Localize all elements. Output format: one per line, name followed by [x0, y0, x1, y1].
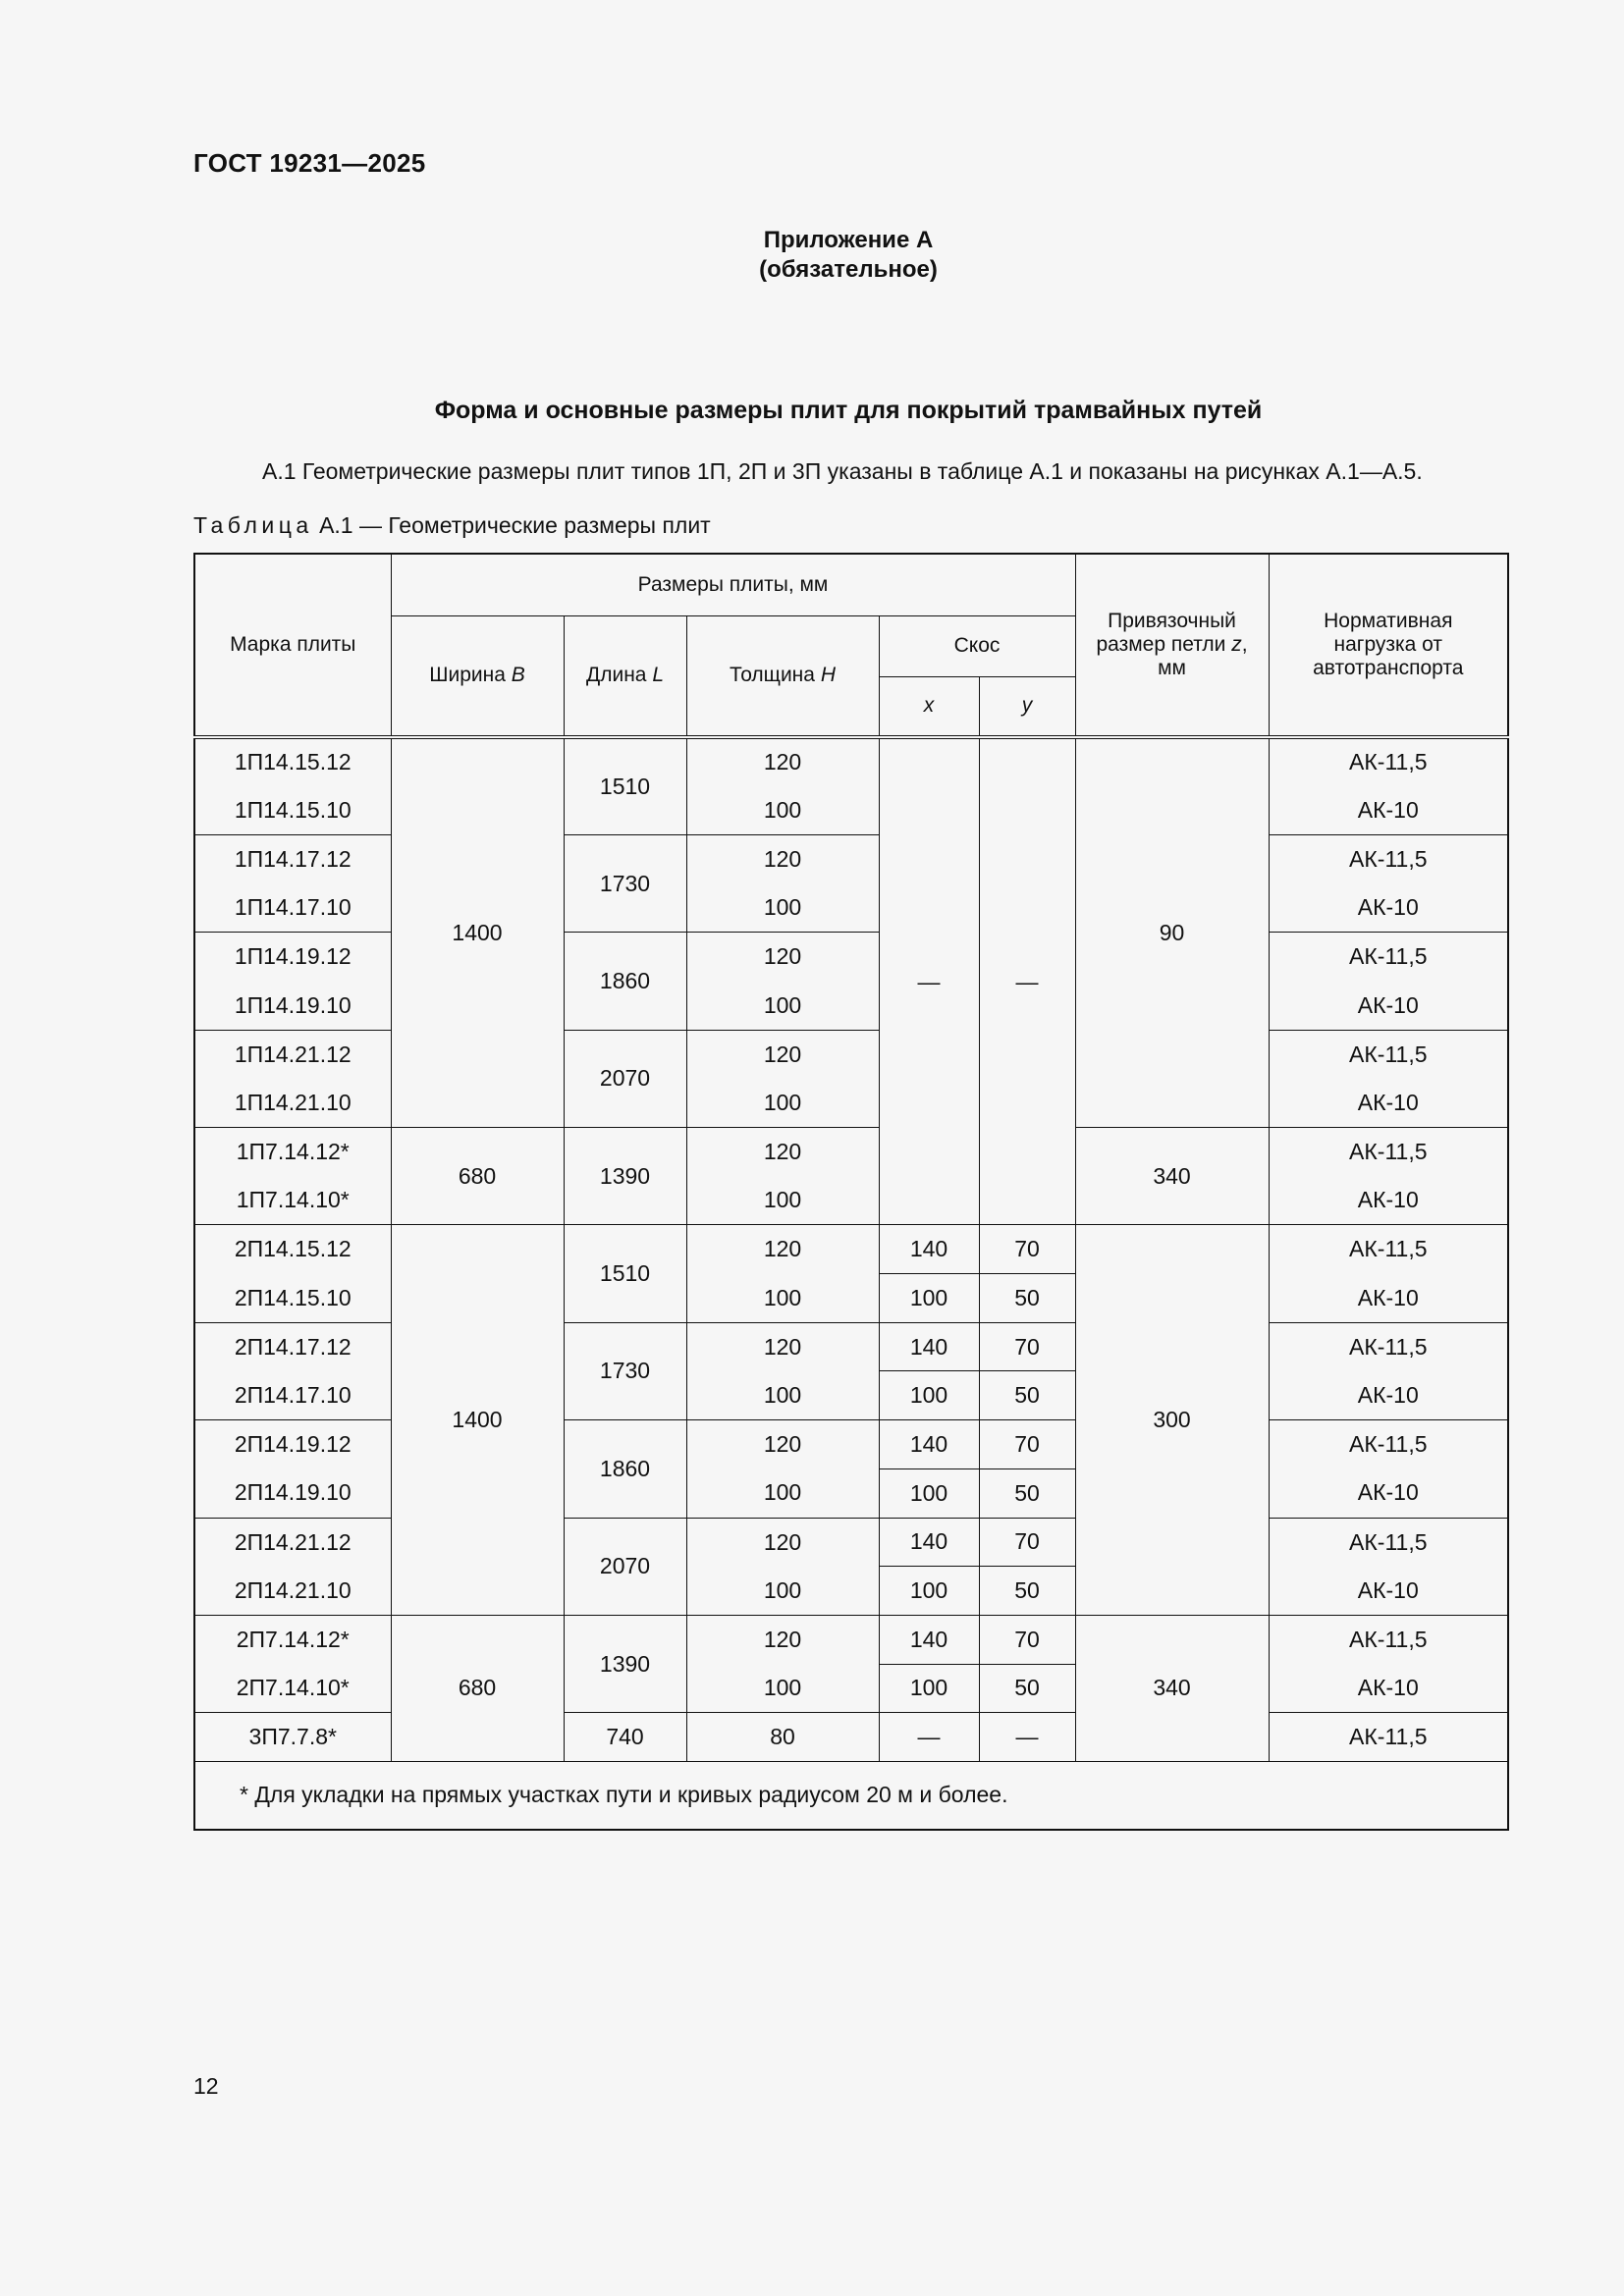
cell-thickness: 120 [686, 1128, 879, 1177]
cell-bevel-x: 100 [879, 1567, 979, 1616]
cell-width: 1400 [391, 1225, 564, 1616]
cell-thickness: 120 [686, 737, 879, 786]
appendix-status: (обязательное) [759, 256, 938, 283]
cell-thickness: 100 [686, 1468, 879, 1518]
header-width-label: Ширина [429, 664, 506, 687]
cell-load: АК-10 [1269, 1468, 1508, 1518]
cell-thickness: 120 [686, 1615, 879, 1664]
cell-mark: 1П14.17.12 [194, 834, 391, 883]
table-row [194, 1128, 1508, 1177]
header-mark: Марка плиты [194, 554, 391, 737]
cell-thickness: 100 [686, 1567, 879, 1616]
cell-load: АК-11,5 [1269, 1615, 1508, 1664]
cell-load: АК-10 [1269, 1079, 1508, 1128]
cell-load: АК-11,5 [1269, 1518, 1508, 1567]
intro-paragraph: А.1 Геометрические размеры плит типов 1П, 2П и 3П указаны в таблице А.1 и показаны на рисунках А.1—А.5. [262, 458, 1423, 484]
cell-length: 1860 [564, 1420, 686, 1518]
cell-mark: 2П14.21.10 [194, 1567, 391, 1616]
cell-mark: 1П14.21.12 [194, 1030, 391, 1079]
cell-width: 1400 [391, 737, 564, 1128]
table-caption-prefix: Таблица [193, 512, 313, 538]
cell-mark: 2П14.19.12 [194, 1420, 391, 1469]
header-bevel-y-symbol: y [1021, 694, 1033, 718]
cell-bevel-x: 140 [879, 1322, 979, 1371]
header-loop: Привязочный размер петли z, мм [1075, 554, 1269, 737]
cell-bevel-x: 100 [879, 1664, 979, 1713]
header-bevel-x [879, 676, 979, 737]
page-number: 12 [193, 2073, 219, 2099]
cell-thickness: 100 [686, 981, 879, 1030]
cell-load: АК-10 [1269, 1371, 1508, 1420]
cell-bevel-y: 50 [979, 1274, 1075, 1323]
section-title: Форма и основные размеры плит для покрытий трамвайных путей [434, 397, 1263, 424]
cell-mark: 2П7.14.10* [194, 1664, 391, 1713]
table-row [194, 1225, 1508, 1274]
cell-bevel-y: — [979, 737, 1075, 1225]
cell-load: АК-11,5 [1269, 1713, 1508, 1762]
cell-mark: 2П14.17.10 [194, 1371, 391, 1420]
cell-bevel-y: 70 [979, 1225, 1075, 1274]
cell-load: АК-11,5 [1269, 737, 1508, 786]
cell-length: 1510 [564, 1225, 686, 1322]
cell-bevel-x: 140 [879, 1225, 979, 1274]
cell-thickness: 120 [686, 1518, 879, 1567]
cell-load: АК-10 [1269, 1176, 1508, 1225]
cell-load: АК-11,5 [1269, 834, 1508, 883]
cell-thickness: 120 [686, 933, 879, 982]
cell-load: АК-10 [1269, 786, 1508, 835]
cell-bevel-y: 70 [979, 1420, 1075, 1469]
cell-thickness: 120 [686, 1322, 879, 1371]
header-thickness [686, 615, 879, 737]
cell-mark: 3П7.7.8* [194, 1713, 391, 1762]
cell-load: АК-11,5 [1269, 1030, 1508, 1079]
cell-mark: 1П14.17.10 [194, 883, 391, 933]
cell-bevel-y: — [979, 1713, 1075, 1762]
cell-mark: 2П14.21.12 [194, 1518, 391, 1567]
cell-bevel-y: 50 [979, 1371, 1075, 1420]
header-load: Нормативная нагрузка от автотранспорта [1269, 554, 1508, 737]
cell-bevel-x: 100 [879, 1468, 979, 1518]
cell-length: 1860 [564, 933, 686, 1030]
cell-bevel-x: 100 [879, 1274, 979, 1323]
cell-load: АК-10 [1269, 981, 1508, 1030]
cell-thickness: 100 [686, 1274, 879, 1323]
appendix-title: Приложение А [763, 227, 934, 253]
cell-thickness: 100 [686, 1371, 879, 1420]
cell-loop: 300 [1075, 1225, 1269, 1616]
cell-length: 740 [564, 1713, 686, 1762]
cell-length: 1730 [564, 1322, 686, 1419]
cell-thickness: 100 [686, 1664, 879, 1713]
cell-bevel-x: 140 [879, 1615, 979, 1664]
cell-bevel-y: 70 [979, 1518, 1075, 1567]
header-bevel: Скос [879, 615, 1075, 676]
cell-thickness: 80 [686, 1713, 879, 1762]
cell-mark: 1П14.19.12 [194, 933, 391, 982]
cell-length: 2070 [564, 1030, 686, 1127]
cell-thickness: 120 [686, 834, 879, 883]
cell-load: АК-10 [1269, 1274, 1508, 1323]
cell-mark: 1П14.21.10 [194, 1079, 391, 1128]
cell-thickness: 120 [686, 1420, 879, 1469]
cell-load: АК-11,5 [1269, 1128, 1508, 1177]
cell-bevel-x: 140 [879, 1420, 979, 1469]
cell-mark: 1П7.14.10* [194, 1176, 391, 1225]
cell-mark: 1П7.14.12* [194, 1128, 391, 1177]
cell-thickness: 100 [686, 883, 879, 933]
cell-length: 1390 [564, 1615, 686, 1712]
cell-mark: 2П14.15.12 [194, 1225, 391, 1274]
table-caption [193, 512, 711, 539]
cell-load: АК-10 [1269, 1664, 1508, 1713]
header-bevel-x-symbol: x [923, 694, 935, 718]
header-bevel-y [979, 676, 1075, 737]
cell-bevel-x: — [879, 737, 979, 1225]
cell-bevel-x: 100 [879, 1371, 979, 1420]
cell-thickness: 100 [686, 1176, 879, 1225]
cell-width: 680 [391, 1128, 564, 1225]
header-length-symbol: L [652, 664, 664, 687]
cell-bevel-y: 50 [979, 1567, 1075, 1616]
header-loop-label: Привязочный размер петли [1096, 610, 1236, 656]
cell-mark: 1П14.19.10 [194, 981, 391, 1030]
cell-bevel-y: 50 [979, 1468, 1075, 1518]
cell-load: АК-10 [1269, 1567, 1508, 1616]
cell-load: АК-11,5 [1269, 1322, 1508, 1371]
cell-length: 1510 [564, 737, 686, 834]
cell-length: 2070 [564, 1518, 686, 1615]
cell-thickness: 100 [686, 1079, 879, 1128]
cell-load: АК-11,5 [1269, 1225, 1508, 1274]
cell-loop: 340 [1075, 1615, 1269, 1761]
header-length-label: Длина [585, 664, 647, 687]
document-code: ГОСТ 19231—2025 [193, 148, 426, 178]
cell-length: 1730 [564, 834, 686, 932]
cell-loop: 90 [1075, 737, 1269, 1128]
cell-mark: 1П14.15.12 [194, 737, 391, 786]
table-caption-text: А.1 — Геометрические размеры плит [319, 512, 711, 538]
header-thickness-label: Толщина [730, 664, 815, 687]
cell-mark: 2П14.15.10 [194, 1274, 391, 1323]
cell-mark: 2П14.17.12 [194, 1322, 391, 1371]
cell-bevel-y: 50 [979, 1664, 1075, 1713]
cell-bevel-y: 70 [979, 1322, 1075, 1371]
cell-load: АК-11,5 [1269, 933, 1508, 982]
cell-mark: 2П7.14.12* [194, 1615, 391, 1664]
table-footnote-row [194, 1761, 1508, 1830]
cell-load: АК-10 [1269, 883, 1508, 933]
plates-table [193, 553, 1509, 1831]
header-dimensions: Размеры плиты, мм [391, 554, 1075, 615]
table-row [194, 1615, 1508, 1664]
header-thickness-symbol: H [820, 664, 836, 687]
cell-width: 680 [391, 1615, 564, 1761]
cell-bevel-y: 70 [979, 1615, 1075, 1664]
table-row [194, 737, 1508, 786]
header-width [391, 615, 564, 737]
cell-length: 1390 [564, 1128, 686, 1225]
cell-mark: 1П14.15.10 [194, 786, 391, 835]
header-width-symbol: B [511, 664, 525, 687]
cell-bevel-x: 140 [879, 1518, 979, 1567]
cell-thickness: 100 [686, 786, 879, 835]
cell-bevel-x: — [879, 1713, 979, 1762]
cell-thickness: 120 [686, 1030, 879, 1079]
header-loop-symbol: z [1231, 633, 1242, 656]
cell-load: АК-11,5 [1269, 1420, 1508, 1469]
table-footnote: * Для укладки на прямых участках пути и кривых радиусом 20 м и более. [194, 1761, 1508, 1830]
header-length [564, 615, 686, 737]
cell-loop: 340 [1075, 1128, 1269, 1225]
appendix-heading [0, 226, 1624, 285]
header-loop-unit: мм [1158, 657, 1186, 679]
cell-thickness: 120 [686, 1225, 879, 1274]
cell-mark: 2П14.19.10 [194, 1468, 391, 1518]
